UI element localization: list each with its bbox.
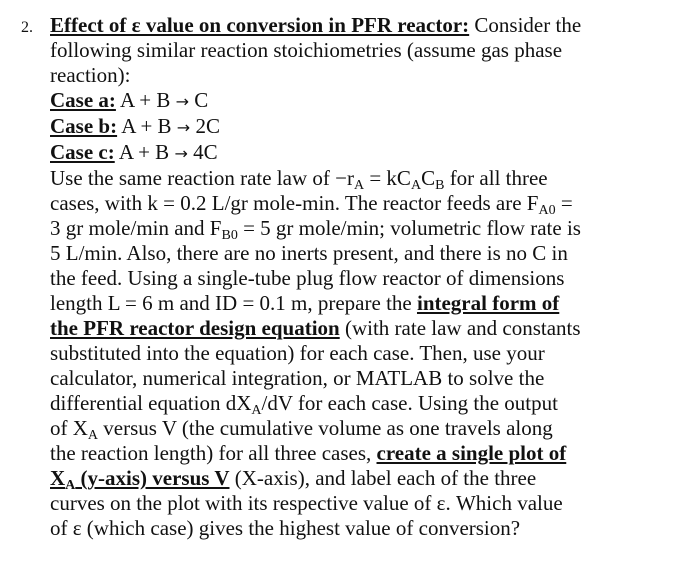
body-line-8: substituted into the equation) for each case. Then, use your (50, 341, 545, 365)
body-line-5: the feed. Using a single-tube plug flow reactor of dimensions (50, 266, 565, 290)
text: cases, with k = 0.2 L/gr mole-min. The reactor feeds are F (50, 191, 539, 215)
emphasis: the PFR reactor design equation (50, 316, 340, 340)
text: = 5 gr mole/min; volumetric flow rate is (237, 216, 581, 240)
body-line-12 (50, 441, 690, 466)
body-line-9: calculator, numerical integration, or MATLAB to solve the (50, 366, 545, 390)
intro-text-1: Consider the (474, 13, 582, 37)
body-line-11 (50, 416, 690, 441)
text: = kC (364, 166, 411, 190)
arrow-icon: → (176, 118, 191, 137)
problem-heading: Effect of ε value on conversion in PFR reactor: (50, 13, 470, 37)
case-a-reactants: A + B (120, 88, 171, 112)
body-line-13 (50, 466, 690, 491)
text: C (421, 166, 436, 190)
case-a-line (50, 88, 690, 114)
text: X (50, 466, 66, 490)
body-line-14: curves on the plot with its respective value of ε. Which value (50, 491, 563, 515)
case-b-label: Case b: (50, 114, 118, 138)
subscript: A (410, 178, 422, 193)
subscript: A (353, 178, 365, 193)
text: length L = 6 m and ID = 0.1 m, prepare the (50, 291, 417, 315)
case-b-product: 2C (195, 114, 220, 138)
heading-line (50, 13, 690, 38)
text: Use the same reaction rate law of −r (50, 166, 354, 190)
text: of X (50, 416, 88, 440)
subscript: B (435, 178, 445, 193)
text: (X-axis), and label each of the three (229, 466, 537, 490)
text: (y-axis) versus V (75, 466, 230, 490)
text: (with rate law and constants (339, 316, 581, 340)
subscript: A (65, 478, 76, 493)
arrow-icon: → (175, 92, 190, 111)
text: for all three (444, 166, 548, 190)
emphasis: create a single plot of (376, 441, 567, 465)
subscript: A (251, 403, 262, 418)
subscript: A (87, 428, 99, 443)
subscript: B0 (221, 228, 238, 243)
emphasis: integral form of (416, 291, 560, 315)
subscript: A0 (538, 203, 556, 218)
problem-2 (21, 13, 690, 541)
case-b-reactants: A + B (121, 114, 172, 138)
intro-text-2: following similar reaction stoichiometries (assume gas phase (50, 38, 563, 62)
rate-law-line (50, 166, 690, 191)
text: 3 gr mole/min and F (50, 216, 222, 240)
body-line-15: of ε (which case) gives the highest value of conversion? (50, 516, 521, 540)
arrow-icon: → (174, 144, 188, 163)
text: = (555, 191, 573, 215)
intro-text-3: reaction): (50, 63, 131, 87)
question-number: 2. (21, 19, 33, 36)
text: /dV for each case. Using the output (261, 391, 558, 415)
text: differential equation dX (50, 391, 252, 415)
body-line-6 (50, 291, 690, 316)
case-a-product: C (194, 88, 209, 112)
feed-line-2 (50, 216, 690, 241)
case-c-line (50, 140, 690, 166)
case-c-label: Case c: (50, 140, 115, 164)
emphasis (50, 466, 230, 493)
body-line-7 (50, 316, 690, 341)
case-c-reactants: A + B (118, 140, 170, 164)
case-b-line (50, 114, 690, 140)
body-line-4: 5 L/min. Also, there are no inerts present, and there is no C in (50, 241, 568, 265)
case-a-label: Case a: (50, 88, 116, 112)
case-c-product: 4C (193, 140, 218, 164)
body-line-10 (50, 391, 690, 416)
text: versus V (the cumulative volume as one travels along (98, 416, 553, 440)
text: the reaction length) for all three cases, (50, 441, 377, 465)
feed-line-1 (50, 191, 690, 216)
